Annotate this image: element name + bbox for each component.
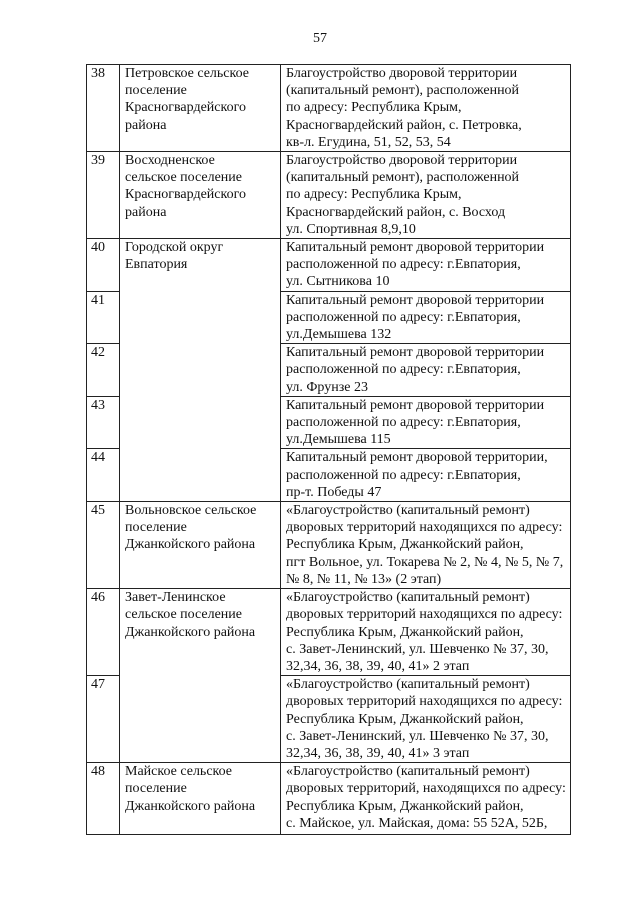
description-cell bbox=[281, 449, 571, 502]
description-line: расположенной по адресу: г.Евпатория, bbox=[286, 309, 521, 325]
table-row bbox=[87, 152, 571, 239]
description-line: 32,34, 36, 38, 39, 40, 41» 2 этап bbox=[286, 658, 470, 674]
row-number: 43 bbox=[87, 396, 120, 449]
row-number: 47 bbox=[87, 676, 120, 763]
table-row bbox=[87, 239, 571, 292]
description-line: Республика Крым, Джанкойский район, bbox=[286, 711, 524, 727]
description-cell bbox=[281, 396, 571, 449]
locality-line: Завет-Ленинское bbox=[125, 590, 226, 606]
locality-line: Вольновское сельское bbox=[125, 503, 257, 519]
locality-cell bbox=[120, 152, 281, 239]
description-line: Республика Крым, Джанкойский район, bbox=[286, 537, 524, 553]
projects-table bbox=[86, 64, 571, 835]
locality-line: Восходненское bbox=[125, 153, 215, 169]
row-number: 45 bbox=[87, 502, 120, 589]
description-cell bbox=[281, 589, 571, 676]
description-line: (капитальный ремонт), расположенной bbox=[286, 83, 520, 99]
locality-line: Джанкойского района bbox=[125, 624, 256, 640]
locality-cell bbox=[120, 589, 281, 763]
locality-line: Городской округ bbox=[125, 240, 224, 256]
locality-cell bbox=[120, 239, 281, 502]
description-line: «Благоустройство (капитальный ремонт) bbox=[286, 503, 530, 519]
locality-cell bbox=[120, 65, 281, 152]
description-line: дворовых территорий, находящихся по адресу: bbox=[286, 781, 566, 797]
description-line: Капитальный ремонт дворовой территории bbox=[286, 397, 545, 413]
description-line: Республика Крым, Джанкойский район, bbox=[286, 798, 524, 814]
description-line: Капитальный ремонт дворовой территории bbox=[286, 292, 545, 308]
description-line: ул. Сытникова 10 bbox=[286, 274, 390, 290]
description-line: Капитальный ремонт дворовой территории bbox=[286, 240, 545, 256]
description-line: Республика Крым, Джанкойский район, bbox=[286, 624, 524, 640]
description-line: Благоустройство дворовой территории bbox=[286, 66, 518, 81]
description-line: Благоустройство дворовой территории bbox=[286, 153, 518, 169]
description-line: пр-т. Победы 47 bbox=[286, 484, 382, 500]
row-number: 40 bbox=[87, 239, 120, 292]
locality-line: поселение bbox=[125, 83, 187, 99]
locality-line: сельское поселение bbox=[125, 607, 242, 623]
description-line: Капитальный ремонт дворовой территории, bbox=[286, 450, 548, 466]
description-cell bbox=[281, 239, 571, 292]
description-cell bbox=[281, 763, 571, 835]
row-number: 38 bbox=[87, 65, 120, 152]
row-number: 42 bbox=[87, 344, 120, 397]
description-cell bbox=[281, 676, 571, 763]
description-line: (капитальный ремонт), расположенной bbox=[286, 170, 520, 186]
description-cell bbox=[281, 152, 571, 239]
page-number: 57 bbox=[313, 31, 327, 46]
description-line: расположенной по адресу: г.Евпатория, bbox=[286, 257, 521, 273]
description-line: с. Завет-Ленинский, ул. Шевченко № 37, 30, bbox=[286, 641, 549, 657]
locality-line: Петровское сельское bbox=[125, 66, 249, 81]
description-line: расположенной по адресу: г.Евпатория, bbox=[286, 467, 521, 483]
locality-line: Евпатория bbox=[125, 257, 188, 273]
description-line: расположенной по адресу: г.Евпатория, bbox=[286, 362, 521, 378]
locality-cell bbox=[120, 763, 281, 835]
locality-line: Майское сельское bbox=[125, 764, 233, 780]
description-line: Красногвардейский район, с. Восход bbox=[286, 204, 506, 220]
description-line: по адресу: Республика Крым, bbox=[286, 187, 462, 203]
row-number: 46 bbox=[87, 589, 120, 676]
description-cell bbox=[281, 344, 571, 397]
description-line: кв-л. Егудина, 51, 52, 53, 54 bbox=[286, 134, 451, 150]
description-line: ул. Фрунзе 23 bbox=[286, 379, 368, 395]
description-line: с. Завет-Ленинский, ул. Шевченко № 37, 30, bbox=[286, 728, 549, 744]
description-line: Капитальный ремонт дворовой территории bbox=[286, 345, 545, 361]
row-number: 39 bbox=[87, 152, 120, 239]
description-line: «Благоустройство (капитальный ремонт) bbox=[286, 764, 530, 780]
description-line: ул.Демышева 115 bbox=[286, 432, 391, 448]
description-line: № 8, № 11, № 13» (2 этап) bbox=[286, 571, 442, 587]
row-number: 41 bbox=[87, 291, 120, 344]
description-line: ул. Спортивная 8,9,10 bbox=[286, 221, 416, 237]
description-line: дворовых территорий находящихся по адресу: bbox=[286, 520, 563, 536]
table-row bbox=[87, 65, 571, 152]
locality-line: района bbox=[125, 117, 167, 133]
locality-line: Красногвардейского bbox=[125, 100, 246, 116]
description-line: 32,34, 36, 38, 39, 40, 41» 3 этап bbox=[286, 745, 470, 761]
description-cell bbox=[281, 65, 571, 152]
description-line: пгт Вольное, ул. Токарева № 2, № 4, № 5, № 7, bbox=[286, 554, 564, 570]
row-number: 48 bbox=[87, 763, 120, 835]
description-line: «Благоустройство (капитальный ремонт) bbox=[286, 677, 530, 693]
description-line: Красногвардейский район, с. Петровка, bbox=[286, 117, 522, 133]
locality-line: сельское поселение bbox=[125, 170, 242, 186]
row-number: 44 bbox=[87, 449, 120, 502]
table-row bbox=[87, 589, 571, 676]
locality-line: Джанкойского района bbox=[125, 798, 256, 814]
description-cell bbox=[281, 291, 571, 344]
table-row bbox=[87, 502, 571, 589]
table-row bbox=[87, 763, 571, 835]
locality-line: поселение bbox=[125, 781, 187, 797]
description-line: расположенной по адресу: г.Евпатория, bbox=[286, 415, 521, 431]
locality-line: поселение bbox=[125, 520, 187, 536]
description-line: «Благоустройство (капитальный ремонт) bbox=[286, 590, 530, 606]
locality-line: Джанкойского района bbox=[125, 537, 256, 553]
description-line: дворовых территорий находящихся по адресу: bbox=[286, 607, 563, 623]
description-cell bbox=[281, 502, 571, 589]
locality-line: района bbox=[125, 204, 167, 220]
locality-cell bbox=[120, 502, 281, 589]
description-line: дворовых территорий находящихся по адресу: bbox=[286, 694, 563, 710]
description-line: по адресу: Республика Крым, bbox=[286, 100, 462, 116]
description-line: с. Майское, ул. Майская, дома: 55 52А, 52Б, bbox=[286, 815, 548, 831]
description-line: ул.Демышева 132 bbox=[286, 327, 392, 343]
locality-line: Красногвардейского bbox=[125, 187, 246, 203]
